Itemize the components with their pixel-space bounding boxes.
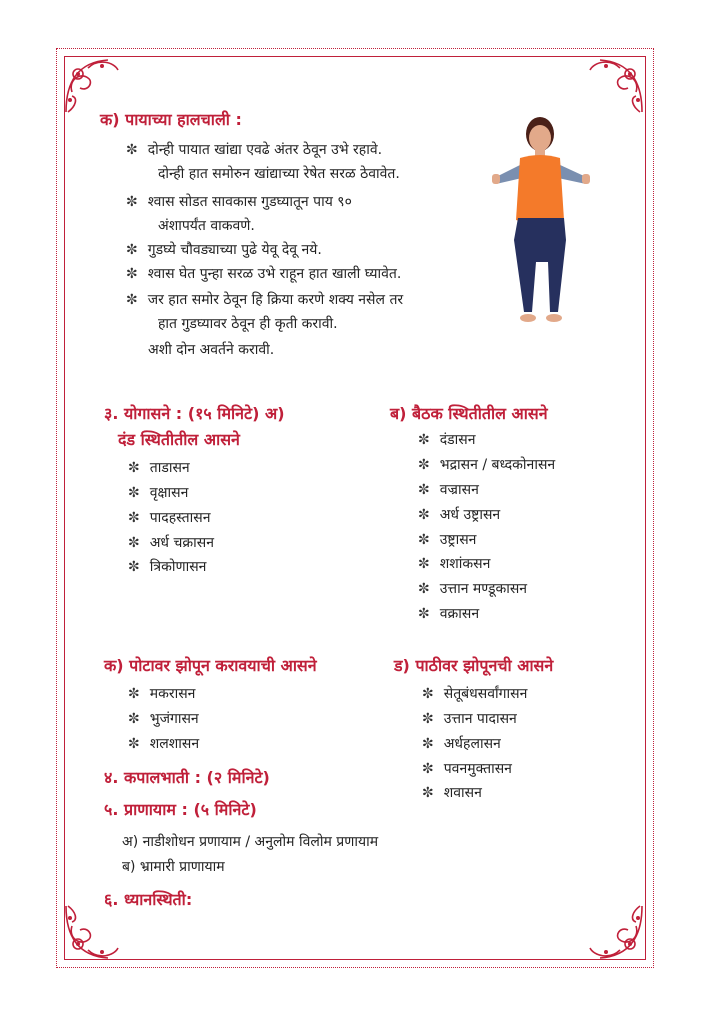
- list-item: ✼ भुजंगासन: [128, 711, 199, 727]
- bullet-icon: ✼: [128, 460, 140, 476]
- bullet-icon: ✼: [128, 711, 140, 727]
- list-item: ✼ गुडघ्ये चौवड्याच्या पुढे येवू देवू नये.: [126, 242, 322, 258]
- bullet-icon: ✼: [422, 711, 434, 727]
- list-item: ✼ भद्रासन / बध्दकोनासन: [418, 457, 556, 473]
- bullet-icon: ✼: [126, 242, 138, 258]
- bullet-icon: ✼: [422, 736, 434, 752]
- list-item: ✼ उष्ट्रासन: [418, 532, 477, 548]
- section-5-title: ५. प्राणायाम : (५ मिनिटे): [104, 800, 257, 819]
- list-item: ✼ त्रिकोणासन: [128, 559, 207, 575]
- list-item: ✼ वज्रासन: [418, 482, 479, 498]
- list-item: ✼ अर्धहलासन: [422, 736, 501, 752]
- bullet-icon: ✼: [422, 785, 434, 801]
- section-3-title: ३. योगासने : (१५ मिनिटे) अ): [104, 404, 285, 423]
- bullet-icon: ✼: [126, 266, 138, 282]
- list-item: ✼ वक्रासन: [418, 606, 480, 622]
- list-item: ✼ शवासन: [422, 785, 482, 801]
- bullet-icon: ✼: [128, 510, 140, 526]
- bullet-icon: ✼: [422, 686, 434, 702]
- bullet-icon: ✼: [418, 457, 430, 473]
- section-3-subtitle: दंड स्थितीतील आसने: [118, 430, 240, 449]
- list-item: ✼ शलशासन: [128, 736, 200, 752]
- list-item: ✼ दोन्ही पायात खांद्या एवढे अंतर ठेवून उभे रहावे.: [126, 142, 383, 158]
- list-item: ✼ उत्तान पादासन: [422, 711, 517, 727]
- bullet-icon: ✼: [422, 761, 434, 777]
- bullet-icon: ✼: [128, 559, 140, 575]
- list-item: ✼ वृक्षासन: [128, 485, 189, 501]
- person-chair-pose-illustration: [492, 112, 592, 352]
- section-b-title: ब) बैठक स्थितीतील आसने: [390, 404, 548, 423]
- list-item-continuation: दोन्ही हात समोरुन खांद्याच्या रेषेत सरळ ठेवावेत.: [158, 166, 400, 182]
- bullet-icon: ✼: [128, 686, 140, 702]
- list-item: ✼ ताडासन: [128, 460, 190, 476]
- list-item: ✼ उत्तान मण्डूकासन: [418, 581, 528, 597]
- list-item: ✼ पादहस्तासन: [128, 510, 211, 526]
- list-item-continuation: हात गुडघ्यावर ठेवून ही कृती करावी.: [158, 316, 338, 332]
- section-4-title: ४. कपालभाती : (२ मिनिटे): [104, 768, 270, 787]
- section-k-note: अशी दोन अवर्तने करावी.: [148, 342, 275, 358]
- bullet-icon: ✼: [128, 736, 140, 752]
- bullet-icon: ✼: [126, 292, 138, 308]
- list-item: ✼ पवनमुक्तासन: [422, 761, 512, 777]
- bullet-icon: ✼: [418, 432, 430, 448]
- bullet-icon: ✼: [126, 194, 138, 210]
- bullet-icon: ✼: [418, 606, 430, 622]
- bullet-icon: ✼: [126, 142, 138, 158]
- list-item: ✼ अर्ध चक्रासन: [128, 535, 214, 551]
- list-item: अ) नाडीशोधन प्रणायाम / अनुलोम विलोम प्रणायाम: [122, 834, 379, 850]
- list-item: ✼ शशांकसन: [418, 556, 491, 572]
- list-item: ✼ मकरासन: [128, 686, 196, 702]
- list-item: ✼ दंडासन: [418, 432, 476, 448]
- bullet-icon: ✼: [128, 485, 140, 501]
- bullet-icon: ✼: [418, 581, 430, 597]
- list-item: ✼ अर्ध उष्ट्रासन: [418, 507, 501, 523]
- section-k-title: क) पायाच्या हालचाली :: [100, 110, 242, 129]
- bullet-icon: ✼: [418, 556, 430, 572]
- list-item: ✼ श्वास सोडत सावकास गुडघ्यातून पाय ९०: [126, 194, 352, 210]
- bullet-icon: ✼: [418, 507, 430, 523]
- bullet-icon: ✼: [418, 482, 430, 498]
- list-item: ✼ श्वास घेत पुन्हा सरळ उभे राहून हात खाली घ्यावेत.: [126, 266, 402, 282]
- section-6-title: ६. ध्यानस्थिती:: [104, 890, 193, 909]
- bullet-icon: ✼: [418, 532, 430, 548]
- section-kk-title: क) पोटावर झोपून करावयाची आसने: [104, 656, 317, 675]
- bullet-icon: ✼: [128, 535, 140, 551]
- list-item: ✼ जर हात समोर ठेवून हि क्रिया करणे शक्य नसेल तर: [126, 292, 404, 308]
- section-d-title: ड) पाठीवर झोपूनची आसने: [394, 656, 554, 675]
- list-item: ब) भ्रामारी प्राणायाम: [122, 859, 225, 875]
- list-item-continuation: अंशापर्यंत वाकवणे.: [158, 218, 255, 234]
- list-item: ✼ सेतूबंधसर्वांगासन: [422, 686, 528, 702]
- floral-corner-icon: [580, 896, 650, 966]
